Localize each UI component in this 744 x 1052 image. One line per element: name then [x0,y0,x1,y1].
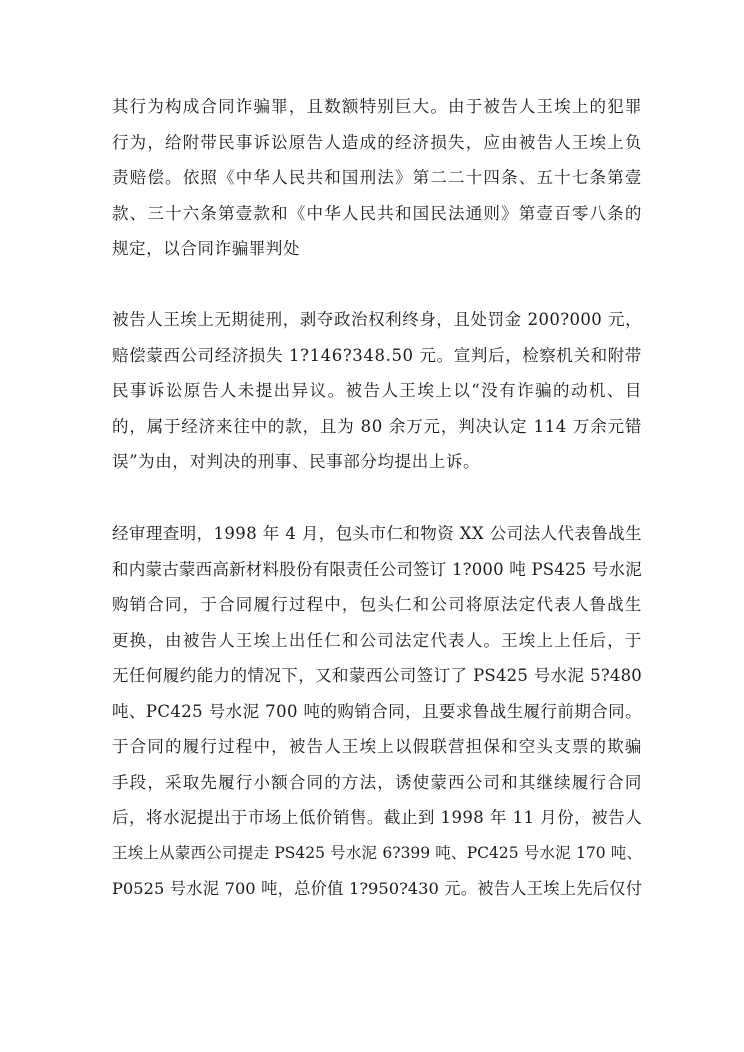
text-line: 赔偿蒙西公司经济损失 1?146?348.50 元。宣判后，检察机关和附带 [112,345,642,365]
paragraph-verdict [112,89,642,267]
paragraph-sentence [112,302,642,480]
text-line: 行为，给附带民事诉讼原告人造成的经济损失，应由被告人王埃上负 [112,132,642,152]
text-line: 款、三十六条第壹款和《中华人民共和国民法通则》第壹百零八条的 [112,203,642,223]
text-line: 规定，以合同诈骗罪判处 [112,239,301,258]
text-line: 无任何履约能力的情况下，又和蒙西公司签订了 PS425 号水泥 5?480 [112,666,642,685]
text-line: 的，属于经济来往中的款，且为 80 余万元，判决认定 114 万余元错 [112,416,642,436]
text-line: P0525 号水泥 700 吨，总价值 1?950?430 元。被告人王埃上先后仅付 [112,879,642,898]
text-line: 民事诉讼原告人未提出异议。被告人王埃上以“没有诈骗的动机、目 [112,381,642,400]
text-line: 责赔偿。依照《中华人民共和国刑法》第二二十四条、五十七条第壹 [112,168,642,187]
text-line: 手段，采取先履行小额合同的方法，诱使蒙西公司和其继续履行合同 [112,772,642,792]
text-line: 购销合同，于合同履行过程中，包头仁和公司将原法定代表人鲁战生 [112,595,642,614]
text-line: 更换，由被告人王埃上出任仁和公司法定代表人。王埃上上任后，于 [112,630,642,650]
text-line: 王埃上从蒙西公司提走 PS425 号水泥 6?399 吨、PC425 号水泥 170 吨、 [112,843,642,862]
text-line: 吨、PC425 号水泥 700 吨的购销合同，且要求鲁战生履行前期合同。 [112,701,642,721]
text-line: 误”为由，对判决的刑事、民事部分均提出上诉。 [112,452,481,471]
text-line: 被告人王埃上无期徒刑，剥夺政治权利终身，且处罚金 200?000 元， [112,310,642,329]
text-line: 后，将水泥提出于市场上低价销售。截止到 1998 年 11 月份，被告人 [112,808,642,827]
text-line: 经审理查明，1998 年 4 月，包头市仁和物资 XX 公司法人代表鲁战生 [112,524,642,543]
text-line: 其行为构成合同诈骗罪，且数额特别巨大。由于被告人王埃上的犯罪 [112,97,642,116]
text-line: 于合同的履行过程中，被告人王埃上以假联营担保和空头支票的欺骗 [112,737,642,756]
paragraph-findings [112,516,642,907]
text-line: 和内蒙古蒙西高新材料股份有限责任公司签订 1?000 吨 PS425 号水泥 [112,559,642,579]
